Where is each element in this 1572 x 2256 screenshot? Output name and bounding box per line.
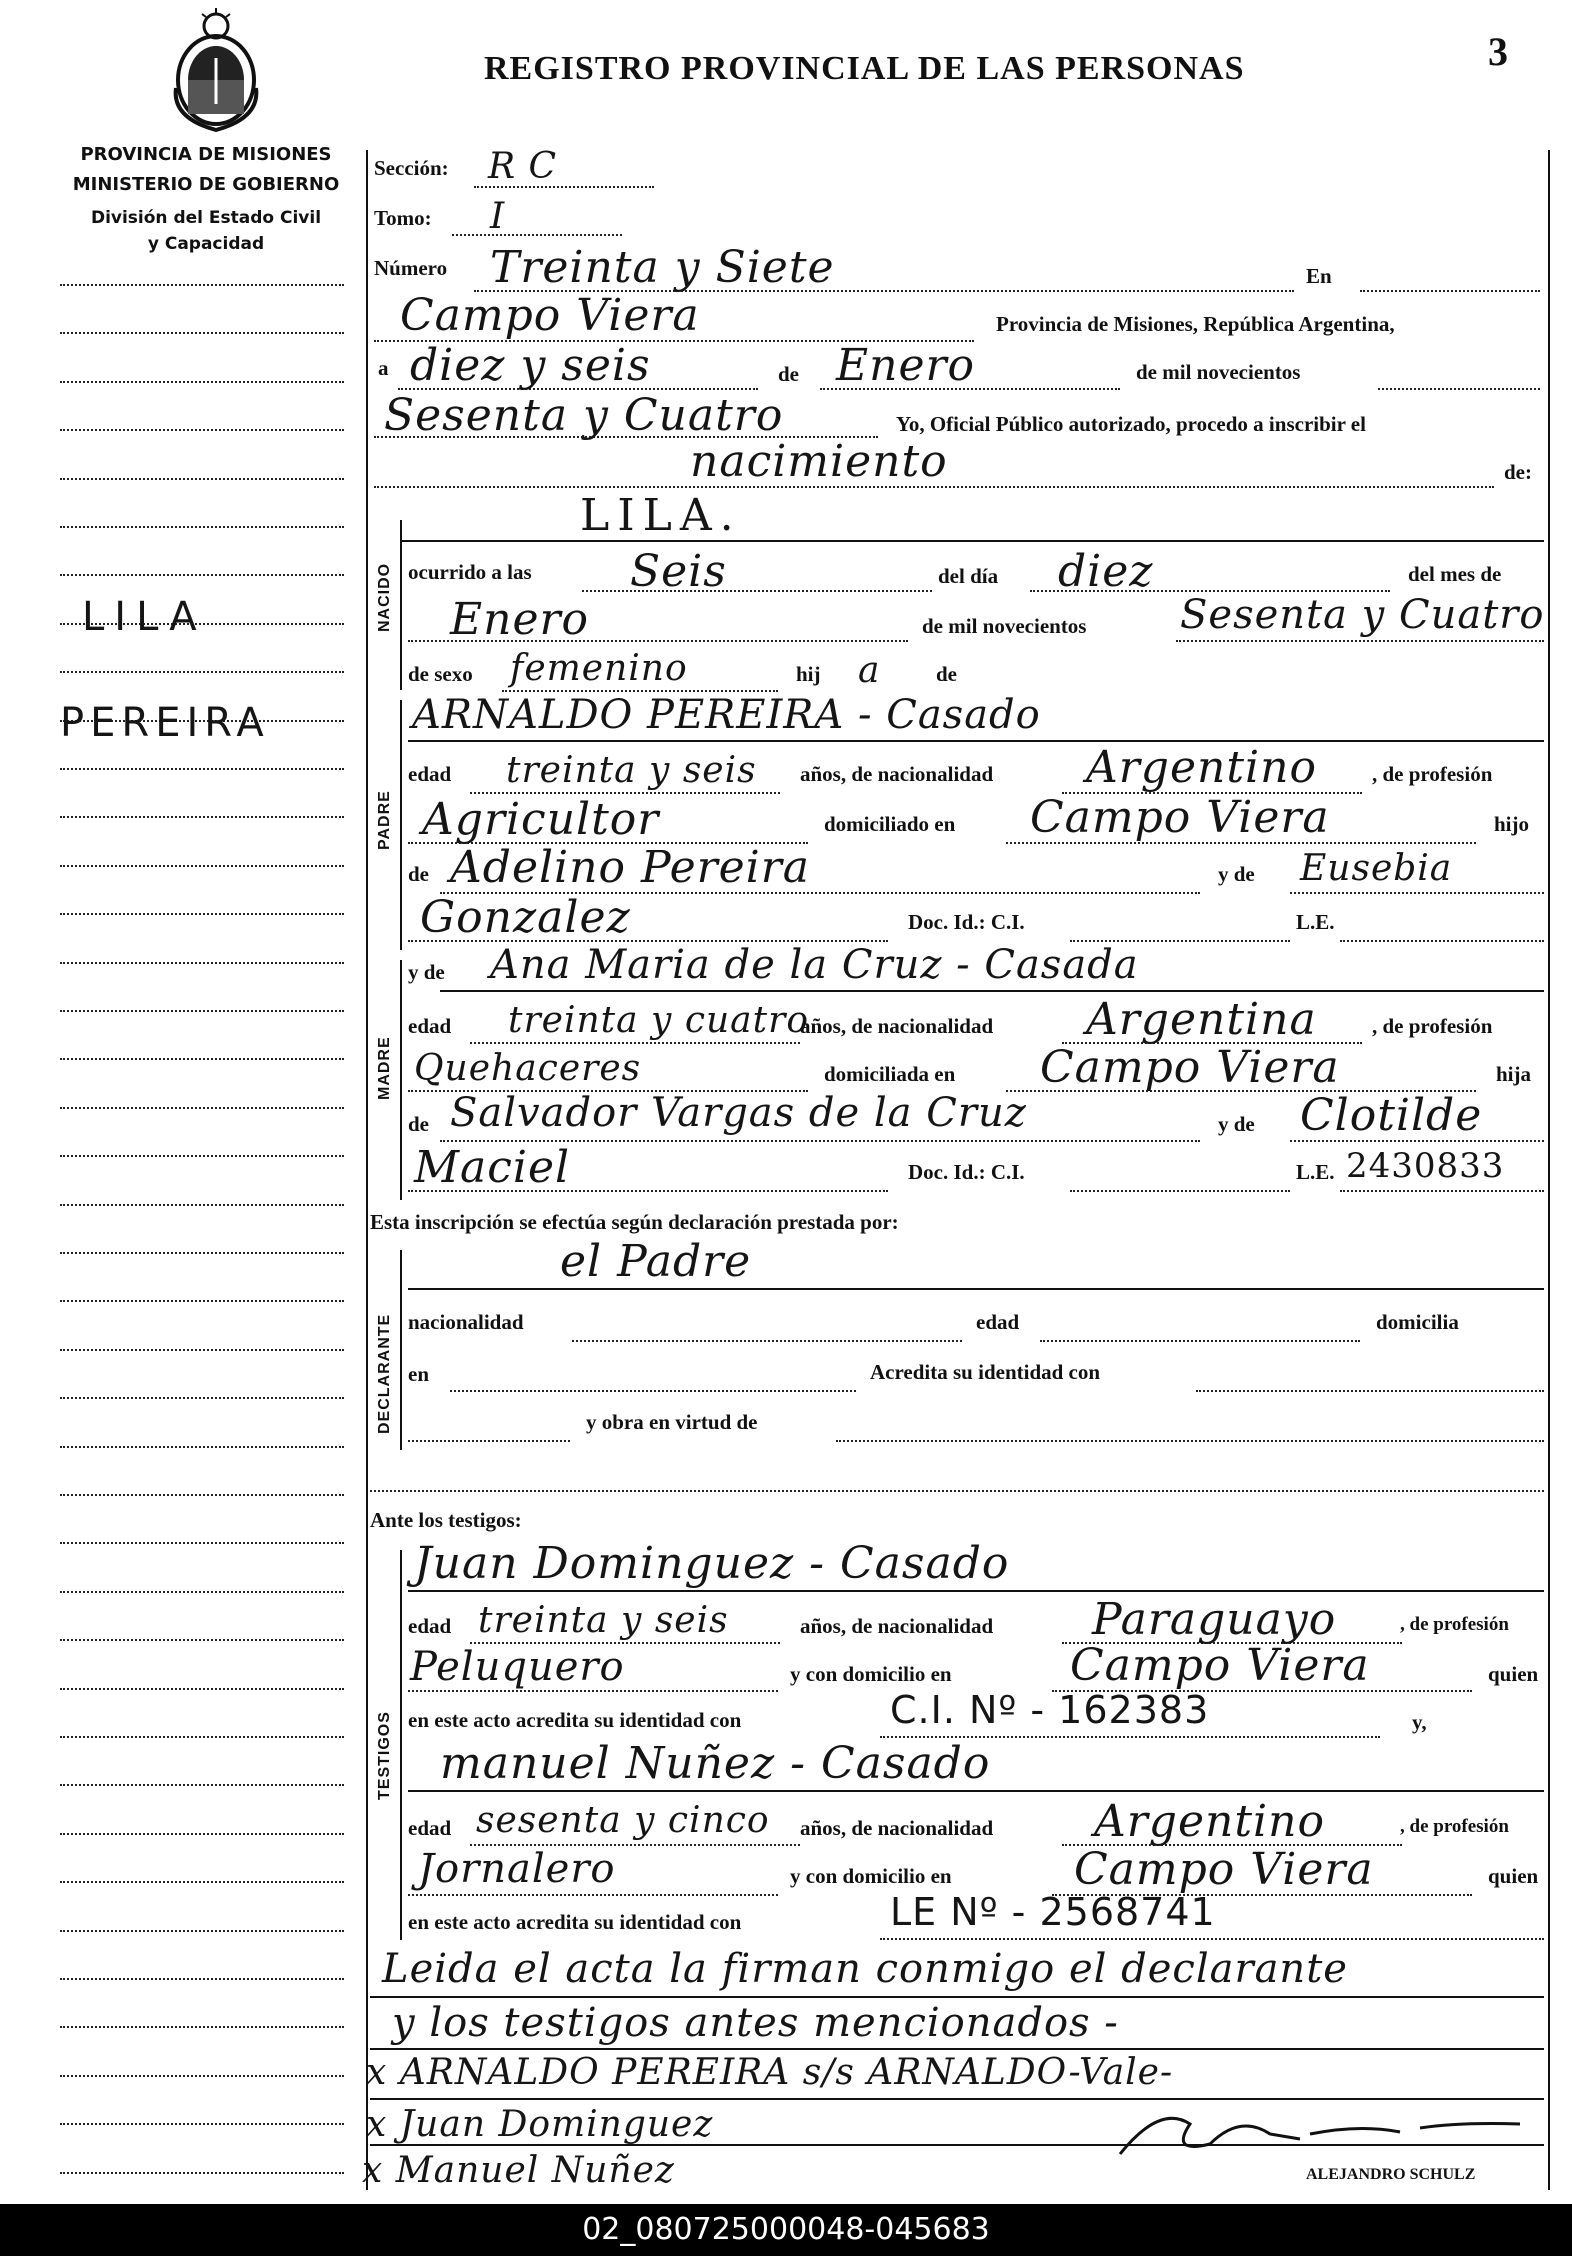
label-yo-oficial: Yo, Oficial Público autorizado, procedo a inscribir el	[896, 412, 1366, 436]
label-decl-domicilia: domicilia	[1376, 1310, 1459, 1334]
label-madre-y-de-2: y de	[1218, 1112, 1255, 1136]
org-line-4: y Capacidad	[147, 234, 265, 254]
margin-ruled-line	[60, 1833, 344, 1835]
line-decl-en	[450, 1390, 856, 1392]
label-de-mil-2: de mil novecientos	[922, 614, 1087, 638]
value-cierre-2: y los testigos antes mencionados -	[392, 2000, 1119, 2046]
label-provincia: Provincia de Misiones, República Argentina,	[996, 312, 1395, 336]
value-testigo1-nombre: Juan Dominguez - Casado	[414, 1538, 1010, 1589]
side-label-nacido: NACIDO	[376, 562, 393, 632]
value-t2-doc: LE Nº - 2568741	[890, 1890, 1216, 1934]
value-mes-nac: Enero	[450, 594, 590, 645]
label-padre-profesion: , de profesión	[1372, 762, 1493, 786]
margin-ruled-line	[60, 1639, 344, 1641]
line-declarante	[408, 1288, 1544, 1290]
label-decl-obra: y obra en virtud de	[586, 1410, 758, 1434]
margin-ruled-line	[60, 2123, 344, 2125]
margin-ruled-line	[60, 1542, 344, 1544]
label-t1-profesion: , de profesión	[1400, 1614, 1509, 1635]
value-hij-suffix: a	[858, 650, 881, 691]
margin-ruled-line	[60, 671, 344, 673]
label-padre-edad: edad	[408, 762, 452, 786]
official-stamp-name: ALEJANDRO SCHULZ	[1306, 2166, 1476, 2183]
margin-name-1: LILA	[82, 594, 207, 640]
margin-ruled-line	[60, 526, 344, 528]
label-decl-en: en	[408, 1362, 429, 1386]
value-t2-edad: sesenta y cinco	[476, 1800, 770, 1841]
margin-ruled-line	[60, 1397, 344, 1399]
margin-ruled-line	[60, 478, 344, 480]
value-firma-1: x ARNALDO PEREIRA s/s ARNALDO-Vale-	[366, 2052, 1174, 2093]
side-label-madre: MADRE	[376, 1036, 393, 1100]
value-madre-madre2: Maciel	[414, 1142, 571, 1193]
line-t1-profesion	[408, 1690, 778, 1692]
line-mil	[1378, 388, 1540, 390]
label-de-sexo: de sexo	[408, 662, 473, 686]
line-t2-profesion	[408, 1894, 778, 1896]
margin-ruled-line	[60, 816, 344, 818]
label-numero: Número	[374, 256, 448, 280]
label-de-colon: de:	[1504, 460, 1532, 484]
line-padre-madre	[1290, 892, 1544, 894]
label-ante-testigos: Ante los testigos:	[370, 1508, 522, 1532]
footer-id: 02_080725000048-045683	[582, 2212, 990, 2247]
label-madre-anos-nac: años, de nacionalidad	[800, 1014, 994, 1038]
line-tomo	[452, 234, 622, 236]
label-padre-de: de	[408, 862, 429, 886]
line-testigo2-nombre	[408, 1790, 1544, 1792]
margin-ruled-line	[60, 284, 344, 286]
label-madre-y-de: y de	[408, 960, 445, 984]
margin-ruled-line	[60, 1978, 344, 1980]
value-madre-domicilio: Campo Viera	[1040, 1042, 1340, 1093]
line-padre-le	[1340, 940, 1544, 942]
page-title: REGISTRO PROVINCIAL DE LAS PERSONAS	[484, 50, 1245, 87]
official-signature	[1100, 2094, 1540, 2174]
value-padre-profesion: Agricultor	[422, 794, 660, 845]
margin-ruled-line	[60, 1058, 344, 1060]
margin-ruled-line	[60, 768, 344, 770]
label-tomo: Tomo:	[374, 206, 432, 230]
side-label-padre: PADRE	[376, 790, 393, 850]
label-t1-anos-nac: años, de nacionalidad	[800, 1614, 994, 1638]
value-padre-edad: treinta y seis	[506, 750, 757, 791]
label-del-mes: del mes de	[1408, 562, 1502, 586]
label-madre-doc: Doc. Id.: C.I.	[908, 1160, 1025, 1184]
line-padre-nombre	[408, 740, 1544, 742]
margin-ruled-line	[60, 1881, 344, 1883]
label-decl-acredita: Acredita su identidad con	[870, 1360, 1101, 1384]
label-t2-domicilio: y con domicilio en	[790, 1864, 952, 1888]
label-seccion: Sección:	[374, 156, 449, 180]
frame-left-border	[366, 150, 368, 2190]
value-padre-padre: Adelino Pereira	[450, 842, 811, 893]
line-decl-nacionalidad	[572, 1340, 962, 1342]
line-testigo1-nombre	[408, 1590, 1544, 1592]
margin-ruled-line	[60, 332, 344, 334]
margin-ruled-line	[60, 1252, 344, 1254]
margin-ruled-line	[60, 1446, 344, 1448]
label-t2-quien: quien	[1488, 1864, 1539, 1888]
value-anio: Sesenta y Cuatro	[384, 390, 784, 441]
margin-ruled-line	[60, 1784, 344, 1786]
line-t2-doc	[880, 1938, 1544, 1940]
margin-ruled-line	[60, 1204, 344, 1206]
value-nombre: LILA.	[580, 490, 742, 541]
line-decl-edad	[1040, 1340, 1360, 1342]
label-t1-domicilio: y con domicilio en	[790, 1662, 952, 1686]
value-cierre-1: Leida el acta la firman conmigo el declarante	[382, 1946, 1348, 1992]
page-number: 3	[1488, 29, 1508, 74]
label-t1-y: y,	[1412, 1710, 1427, 1734]
line-en	[1360, 290, 1540, 292]
value-madre-edad: treinta y cuatro	[508, 1000, 809, 1041]
margin-ruled-line	[60, 1349, 344, 1351]
margin-name-2: PEREIRA	[60, 700, 270, 746]
value-firma-3: x Manuel Nuñez	[362, 2150, 675, 2191]
margin-ruled-line	[60, 865, 344, 867]
org-line-2: MINISTERIO DE GOBIERNO	[72, 174, 340, 195]
margin-ruled-line	[60, 962, 344, 964]
value-padre-domicilio: Campo Viera	[1030, 792, 1330, 843]
value-t1-domicilio: Campo Viera	[1070, 1640, 1370, 1691]
value-t1-doc: C.I. Nº - 162383	[890, 1688, 1210, 1732]
value-t2-domicilio: Campo Viera	[1074, 1844, 1374, 1895]
value-madre-nombre: Ana Maria de la Cruz - Casada	[490, 942, 1139, 988]
value-padre-madre: Eusebia	[1300, 848, 1453, 889]
value-t1-nacionalidad: Paraguayo	[1092, 1594, 1337, 1645]
side-label-testigos: TESTIGOS	[376, 1711, 393, 1800]
madre-divider	[400, 960, 402, 1200]
value-anio-nac: Sesenta y Cuatro	[1180, 592, 1545, 638]
label-madre-profesion: , de profesión	[1372, 1014, 1493, 1038]
value-madre-profesion: Quehaceres	[414, 1048, 642, 1089]
label-madre-de: de	[408, 1112, 429, 1136]
label-del-dia: del día	[938, 564, 999, 588]
line-madre-nombre	[440, 990, 1544, 992]
line-decl-acredita	[1196, 1390, 1544, 1392]
coat-of-arms-seal	[168, 8, 264, 134]
label-madre-le: L.E.	[1296, 1160, 1335, 1184]
label-a: a	[378, 356, 389, 380]
label-decl-edad: edad	[976, 1310, 1020, 1334]
label-en: En	[1306, 264, 1332, 288]
label-t2-en-este-acto: en este acto acredita su identidad con	[408, 1910, 742, 1934]
line-cierre-2	[370, 2048, 1544, 2050]
margin-ruled-line	[60, 1688, 344, 1690]
value-t2-nacionalidad: Argentino	[1094, 1796, 1325, 1847]
value-madre-nacionalidad: Argentina	[1086, 994, 1317, 1045]
label-hij: hij	[796, 662, 821, 686]
value-padre-nombre: ARNALDO PEREIRA - Casado	[412, 692, 1041, 738]
margin-ruled-line	[60, 1155, 344, 1157]
label-madre-hija: hija	[1496, 1062, 1532, 1086]
value-tomo: I	[490, 196, 506, 237]
value-tipo: nacimiento	[690, 436, 948, 487]
label-t2-profesion: , de profesión	[1400, 1816, 1509, 1837]
margin-ruled-line	[60, 2026, 344, 2028]
value-madre-madre: Clotilde	[1300, 1090, 1483, 1141]
margin-ruled-line	[60, 1930, 344, 1932]
label-t1-quien: quien	[1488, 1662, 1539, 1686]
side-label-declarante: DECLARANTE	[376, 1313, 393, 1434]
value-hora: Seis	[630, 546, 727, 597]
label-decl-nacionalidad: nacionalidad	[408, 1310, 524, 1334]
margin-ruled-line	[60, 1591, 344, 1593]
value-testigo2-nombre: manuel Nuñez - Casado	[440, 1738, 991, 1789]
value-madre-padre: Salvador Vargas de la Cruz	[450, 1090, 1027, 1136]
value-padre-madre2: Gonzalez	[420, 892, 631, 943]
margin-ruled-line	[60, 913, 344, 915]
margin-ruled-line	[60, 1107, 344, 1109]
label-madre-edad: edad	[408, 1014, 452, 1038]
line-decl-pre-obra	[408, 1440, 570, 1442]
label-padre-domiciliado: domiciliado en	[824, 812, 956, 836]
margin-ruled-line	[60, 574, 344, 576]
org-line-3: División del Estado Civil	[90, 208, 322, 228]
label-de-mes: de	[778, 362, 799, 386]
value-padre-nacionalidad: Argentino	[1086, 742, 1317, 793]
label-t2-anos-nac: años, de nacionalidad	[800, 1816, 994, 1840]
line-decl-obra	[836, 1440, 1544, 1442]
label-t1-en-este-acto: en este acto acredita su identidad con	[408, 1708, 742, 1732]
testigos-divider	[400, 1550, 402, 1940]
line-madre-ci	[1070, 1190, 1290, 1192]
value-dia-nac: diez	[1058, 546, 1154, 597]
value-madre-le: 2430833	[1346, 1146, 1505, 1186]
label-padre-le: L.E.	[1296, 910, 1335, 934]
margin-ruled-line	[60, 2075, 344, 2077]
label-de-mil: de mil novecientos	[1136, 360, 1301, 384]
value-sexo: femenino	[510, 648, 688, 689]
nacido-divider	[400, 520, 402, 690]
margin-ruled-line	[60, 1300, 344, 1302]
value-firma-2: x Juan Dominguez	[366, 2104, 714, 2145]
value-t1-profesion: Peluquero	[410, 1644, 625, 1690]
value-seccion: R C	[488, 146, 558, 187]
margin-ruled-line	[60, 381, 344, 383]
label-t2-edad: edad	[408, 1816, 452, 1840]
org-line-1: PROVINCIA DE MISIONES	[80, 144, 332, 165]
label-madre-domiciliada: domiciliada en	[824, 1062, 956, 1086]
line-anio-nac	[1176, 640, 1544, 642]
line-madre-le	[1340, 1190, 1544, 1192]
declarante-divider	[400, 1250, 402, 1450]
value-t1-edad: treinta y seis	[478, 1600, 729, 1641]
label-padre-hijo: hijo	[1494, 812, 1530, 836]
margin-ruled-line	[60, 1494, 344, 1496]
label-padre-y-de: y de	[1218, 862, 1255, 886]
line-madre-edad	[470, 1042, 800, 1044]
label-padre-doc: Doc. Id.: C.I.	[908, 910, 1025, 934]
label-ocurrido: ocurrido a las	[408, 560, 532, 584]
line-blank-1	[370, 1490, 1544, 1492]
margin-ruled-line	[60, 1010, 344, 1012]
margin-ruled-line	[60, 2172, 344, 2174]
line-cierre-1	[370, 1996, 1544, 1998]
label-t1-edad: edad	[408, 1614, 452, 1638]
label-padre-anos-nac: años, de nacionalidad	[800, 762, 994, 786]
value-numero: Treinta y Siete	[490, 242, 835, 293]
value-declarante: el Padre	[560, 1236, 752, 1287]
label-de-padre: de	[936, 662, 957, 686]
padre-divider	[400, 700, 402, 950]
frame-right-border	[1548, 150, 1550, 2190]
value-mes: Enero	[836, 340, 976, 391]
label-esta-inscripcion: Esta inscripción se efectúa según declaración prestada por:	[370, 1210, 899, 1234]
value-lugar: Campo Viera	[400, 290, 700, 341]
margin-ruled-line	[60, 1736, 344, 1738]
value-t2-profesion: Jornalero	[418, 1846, 616, 1892]
margin-ruled-line	[60, 429, 344, 431]
line-nombre	[400, 540, 1544, 542]
value-dia: diez y seis	[410, 340, 651, 391]
